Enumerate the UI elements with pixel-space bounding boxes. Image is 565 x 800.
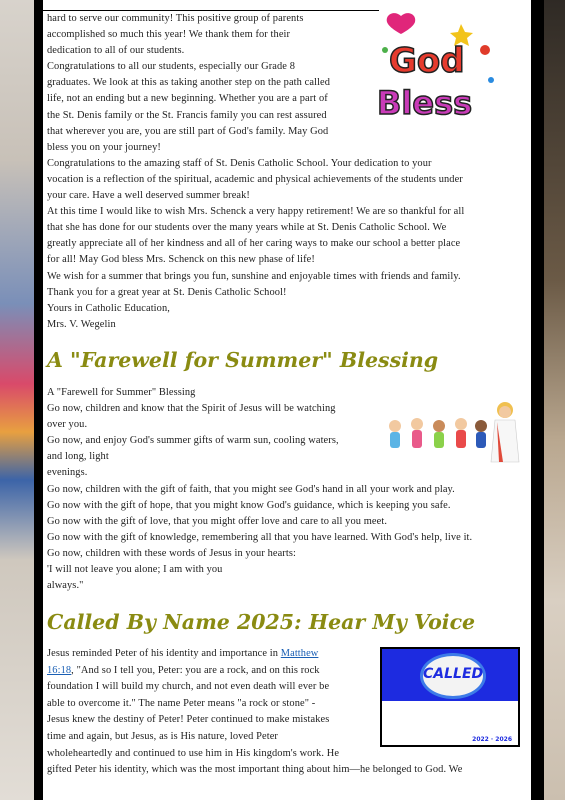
intro-line: We wish for a summer that brings you fun, sunshine and enjoyable times with friends and family. (47, 270, 461, 282)
intro-line: Congratulations to all our students, especially our Grade 8 (47, 61, 296, 73)
intro-line: life, not an ending but a new beginning. Whether you are a part of (47, 93, 328, 105)
intro-line: that she has done for our students over the many years while at St. Denis Catholic School. We (47, 222, 447, 234)
called-line: wholeheartedly and continued to use him in His kingdom's work. He (47, 747, 340, 759)
intro-line: vocation is a reflection of the spiritual, academic and physical achievements of the students under (47, 173, 463, 185)
farewell-line: Go now, children with these words of Jesus in your hearts: (47, 547, 296, 559)
farewell-line: evenings. (47, 467, 88, 479)
children-with-jesus-image (381, 396, 521, 466)
farewell-line: Go now with the gift of knowledge, remembering all that you have learned. With God's help, live it. (47, 531, 473, 543)
intro-line: Congratulations to the amazing staff of St. Denis Catholic School. Your dedication to your (47, 157, 432, 169)
farewell-line: Go now with the gift of hope, that you might know God's guidance, which is keeping you safe. (47, 499, 451, 511)
matthew-verse-link[interactable]: 16:18 (47, 664, 72, 676)
farewell-line: Go now with the gift of love, that you might offer love and care to all you meet. (47, 515, 388, 527)
intro-line: accomplished so much this year! We thank them for their (47, 29, 291, 41)
farewell-line: Go now, children with the gift of faith, that you might see God's hand in all your work and play. (47, 483, 455, 495)
called-year: 2022 · 2026 (472, 736, 512, 743)
intro-line: Yours in Catholic Education, (47, 302, 170, 314)
called-line: gifted Peter his identity, which was the most important thing about him—he belonged to God. We (47, 764, 463, 776)
called-line-1: Jesus reminded Peter of his identity and importance in Matthew (47, 648, 319, 659)
intro-line: dedication to all of our students. (47, 45, 185, 57)
intro-line: hard to serve our community! This positive group of parents (47, 13, 304, 24)
farewell-line: 'I will not leave you alone; I am with you (47, 564, 223, 576)
intro-line: Mrs. V. Wegelin (47, 318, 116, 330)
intro-line: Thank you for a great year at St. Denis Catholic School! (47, 286, 287, 298)
background-photo-left (0, 0, 34, 800)
intro-line: the St. Denis family or the St. Francis family you can rest assured (47, 109, 327, 121)
intro-line: bless you on your journey! (47, 141, 161, 153)
farewell-line: A "Farewell for Summer" Blessing (47, 387, 196, 398)
page-shadow-right (531, 0, 544, 800)
intro-line: greatly appreciate all of her kindness and all of her caring ways to make our school a better place (47, 238, 461, 250)
newsletter-page (43, 0, 531, 800)
god-bless-image (373, 10, 499, 122)
farewell-line: over you. (47, 419, 88, 431)
intro-line: for all! May God bless Mrs. Schenck on this new phase of life! (47, 254, 315, 266)
called-line: Jesus knew the destiny of Peter! Peter continued to make mistakes (47, 714, 330, 726)
called-line: able to overcome it." The name Peter means "a rock or stone" - (47, 697, 316, 709)
farewell-line: and long, light (47, 451, 109, 463)
farewell-line: Go now, children and know that the Spirit of Jesus will be watching (47, 403, 336, 415)
background-photo-right (543, 0, 565, 800)
called-by-name-logo (380, 647, 520, 747)
bless-text: Bless (377, 84, 473, 122)
farewell-heading: A "Farewell for Summer" Blessing (47, 348, 439, 372)
called-line: time and again, but Jesus, as is His nature, loved Peter (47, 730, 278, 742)
called-logo-text: CALLED (423, 666, 484, 682)
called-by-name-heading: Called By Name 2025: Hear My Voice (47, 610, 476, 634)
god-text: God (389, 41, 465, 81)
called-line: foundation I will build my church, and not even death will ever be (47, 681, 330, 693)
farewell-line: Go now, and enjoy God's summer gifts of warm sun, cooling waters, (47, 435, 339, 447)
called-line-2: 16:18, "And so I tell you, Peter: you are a rock, and on this rock (47, 664, 320, 676)
intro-line: graduates. We look at this as taking another step on the path called (47, 77, 331, 89)
intro-line: At this time I would like to wish Mrs. Schenck a very happy retirement! We are so thankful for all (47, 206, 465, 218)
farewell-line: always." (47, 580, 84, 592)
intro-line: your care. Have a well deserved summer break! (47, 190, 250, 202)
page-shadow-left (34, 0, 43, 800)
intro-line: that wherever you are, you are still part of God's family. May God (47, 125, 329, 137)
matthew-link[interactable]: Matthew (280, 648, 319, 659)
